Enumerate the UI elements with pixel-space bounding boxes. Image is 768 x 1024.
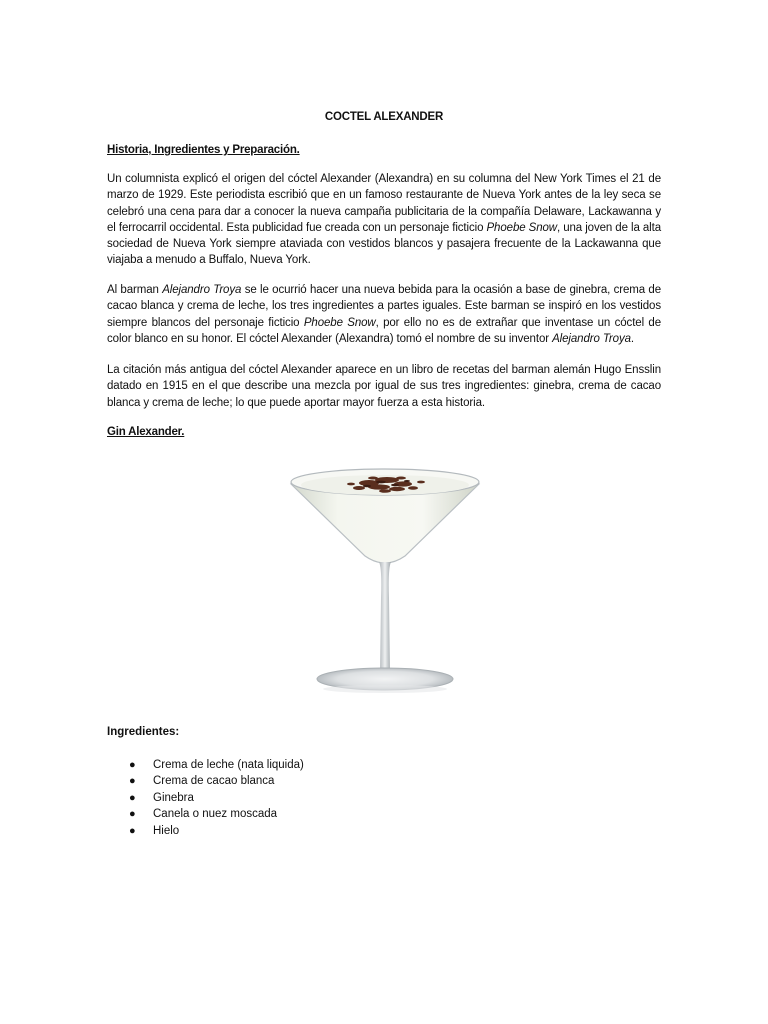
gin-alexander-cocktail-image: [285, 458, 485, 703]
ingredient-label: Crema de leche (nata liquida): [153, 759, 304, 771]
paragraph-barman-italic-2: Phoebe Snow: [303, 316, 376, 329]
paragraph-barman-text-4: .: [630, 332, 635, 345]
ingredients-heading: Ingredientes:: [107, 726, 180, 738]
list-item: [107, 757, 304, 773]
paragraph-citation: La citación más antigua del cóctel Alexander aparece en un libro de recetas del barman alemán Hugo Ensslin datado en 1915 en el que describe una mezcla por igual de sus tres ingredientes: ginebra, crema de cacao blanca y crema de leche; lo que puede aportar mayor fuerza a esta historia.: [107, 364, 661, 409]
paragraph-barman-text-2: se le ocurrió hacer una nueva bebida para la ocasión a base de ginebra, crema de cacao blanca y crema de leche, los tres ingredientes a partes iguales. Este barman se inspiró en los vestidos siempre blancos del personaje ficticio: [107, 284, 662, 329]
gin-alexander-heading: Gin Alexander.: [107, 426, 185, 438]
paragraph-barman-text-3: , por ello no es de extrañar que inventase un cóctel de color blanco en su honor. El cóctel Alexander (Alexandra) tomó el nombre de su inventor: [107, 316, 662, 345]
paragraph-barman-text-1: Al barman: [107, 284, 163, 296]
paragraph-origin-text-1: Un columnista explicó el origen del cóctel Alexander (Alexandra) en su columna del New York Times el 21 de marzo de 1929. Este periodista escribió que en un famoso restaurante de Nueva York antes de la ley seca se celebró una cena para dar a conocer la nueva campaña publicitaria de la compañía Delaware, Lackawanna y el ferrocarril occidental. Esta publicidad fue creada con un personaje ficticio: [107, 173, 661, 234]
paragraph-barman: [107, 282, 661, 347]
ingredient-label: Crema de cacao blanca: [153, 775, 275, 788]
glass-stem: [379, 562, 391, 673]
paragraph-barman-italic-1: Alejandro Troya: [162, 284, 242, 296]
ingredient-label: Canela o nuez moscada: [153, 808, 278, 821]
glass-base-shadow: [323, 685, 447, 693]
list-item: [107, 790, 304, 806]
bullet-icon: ●: [129, 775, 136, 788]
bullet-icon: ●: [129, 791, 136, 804]
ingredient-label: Hielo: [153, 824, 180, 837]
bullet-icon: ●: [129, 824, 136, 837]
paragraph-origin-text-2: , una joven de la alta sociedad de Nueva York siempre ataviada con vestidos blancos y pasajera frecuente de la Lackawanna que viajaba a menudo a Buffalo, Nueva York.: [107, 221, 661, 267]
section-heading: Historia, Ingredientes y Preparación.: [107, 144, 300, 156]
ingredient-label: Ginebra: [153, 791, 194, 804]
paragraph-origin: [107, 171, 661, 269]
list-item: [107, 823, 304, 839]
bullet-icon: ●: [129, 759, 136, 771]
list-item: [107, 806, 304, 822]
document-title: COCTEL ALEXANDER: [324, 111, 444, 123]
bullet-icon: ●: [129, 808, 136, 821]
paragraph-origin-italic-1: Phoebe Snow: [486, 221, 558, 234]
paragraph-barman-italic-3: Alejandro Troya: [552, 332, 631, 345]
ingredients-list: [107, 757, 304, 839]
list-item: [107, 773, 304, 789]
